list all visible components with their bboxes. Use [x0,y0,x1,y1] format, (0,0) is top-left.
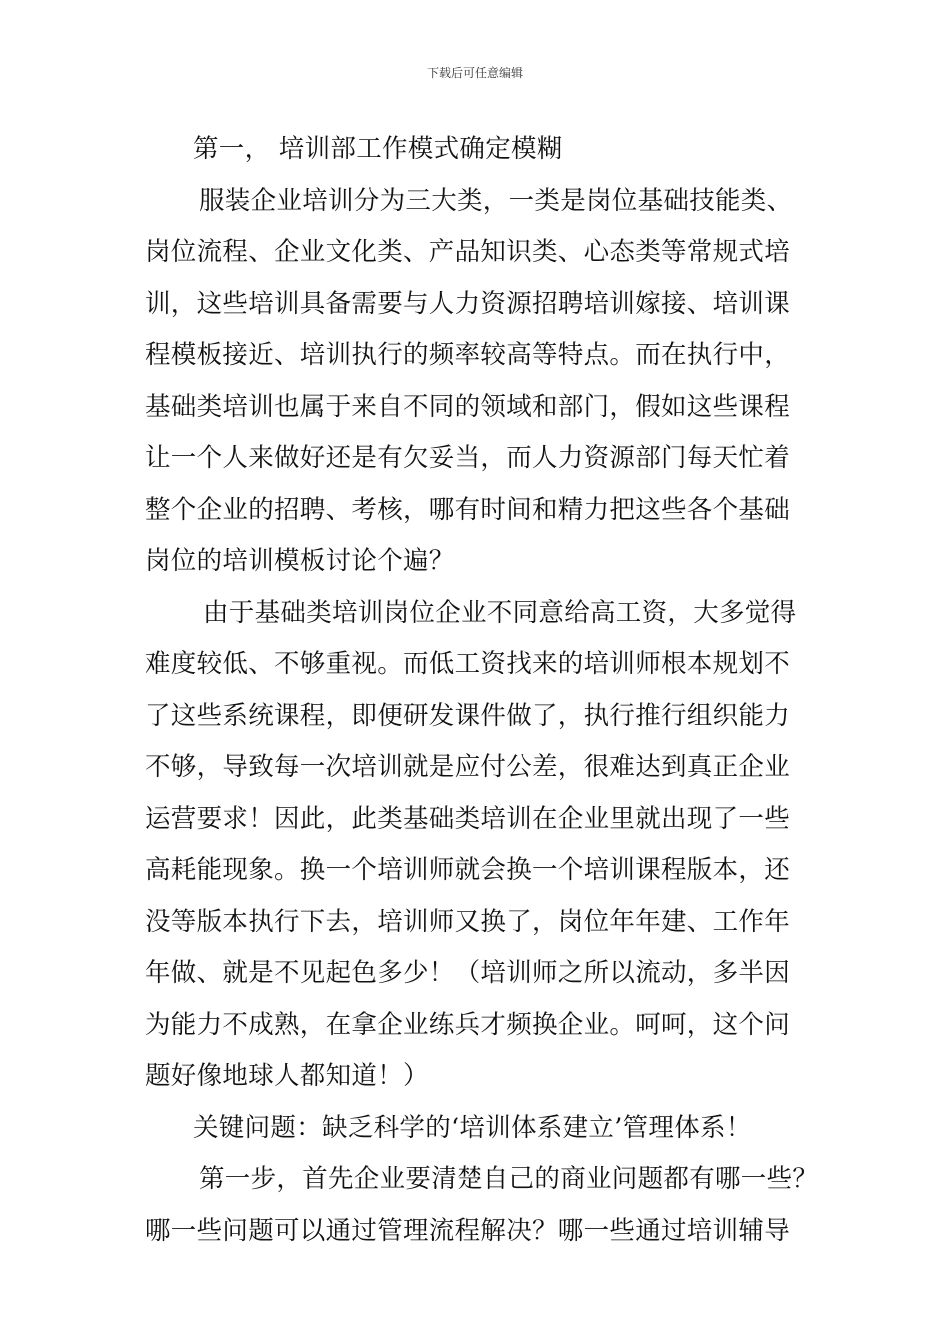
key-issue-line: 关键问题：缺乏科学的‘培训体系建立’管理体系！ [193,1112,752,1143]
paragraph-line: 没等版本执行下去，培训师又换了，岗位年年建、工作年 [145,906,791,937]
paragraph-line: 题好像地球人都知道！） [145,1061,429,1091]
paragraph-line: 哪一些问题可以通过管理流程解决？哪一些通过培训辅导 [145,1215,791,1246]
paragraph-line: 让一个人来做好还是有欠妥当，而人力资源部门每天忙着 [145,443,791,473]
paragraph-line: 训，这些培训具备需要与人力资源招聘培训嫁接、培训课 [145,288,791,319]
section-heading: 第一， 培训部工作模式确定模糊 [193,134,563,164]
paragraph-line: 程模板接近、培训执行的频率较高等特点。而在执行中， [145,340,791,370]
paragraph-line: 整个企业的招聘、考核，哪有时间和精力把这些各个基础 [145,494,791,525]
paragraph-line: 了这些系统课程，即便研发课件做了，执行推行组织能力 [145,700,791,731]
paragraph-line: 第一步，首先企业要清楚自己的商业问题都有哪一些？ [199,1164,819,1194]
document-body [145,130,825,1263]
paragraph-line: 难度较低、不够重视。而低工资找来的培训师根本规划不 [145,649,791,679]
paragraph-line: 为能力不成熟，在拿企业练兵才频换企业。呵呵，这个问 [145,1009,791,1040]
paragraph-line: 年做、就是不见起色多少！（培训师之所以流动，多半因 [145,958,791,988]
paragraph-line: 基础类培训也属于来自不同的领域和部门，假如这些课程 [145,391,791,422]
page-header: 下载后可任意编辑 [426,66,523,80]
paragraph-line: 岗位的培训模板讨论个遍？ [145,546,455,576]
paragraph-line: 高耗能现象。换一个培训师就会换一个培训课程版本，还 [145,855,791,885]
paragraph-line: 不够，导致每一次培训就是应付公差，很难达到真正企业 [145,752,791,782]
paragraph-line: 岗位流程、企业文化类、产品知识类、心态类等常规式培 [145,237,791,267]
paragraph-line: 由于基础类培训岗位企业不同意给高工资，大多觉得 [203,597,797,628]
paragraph-line: 服装企业培训分为三大类，一类是岗位基础技能类、 [199,185,793,216]
paragraph-line: 运营要求！因此，此类基础类培训在企业里就出现了一些 [145,803,791,834]
